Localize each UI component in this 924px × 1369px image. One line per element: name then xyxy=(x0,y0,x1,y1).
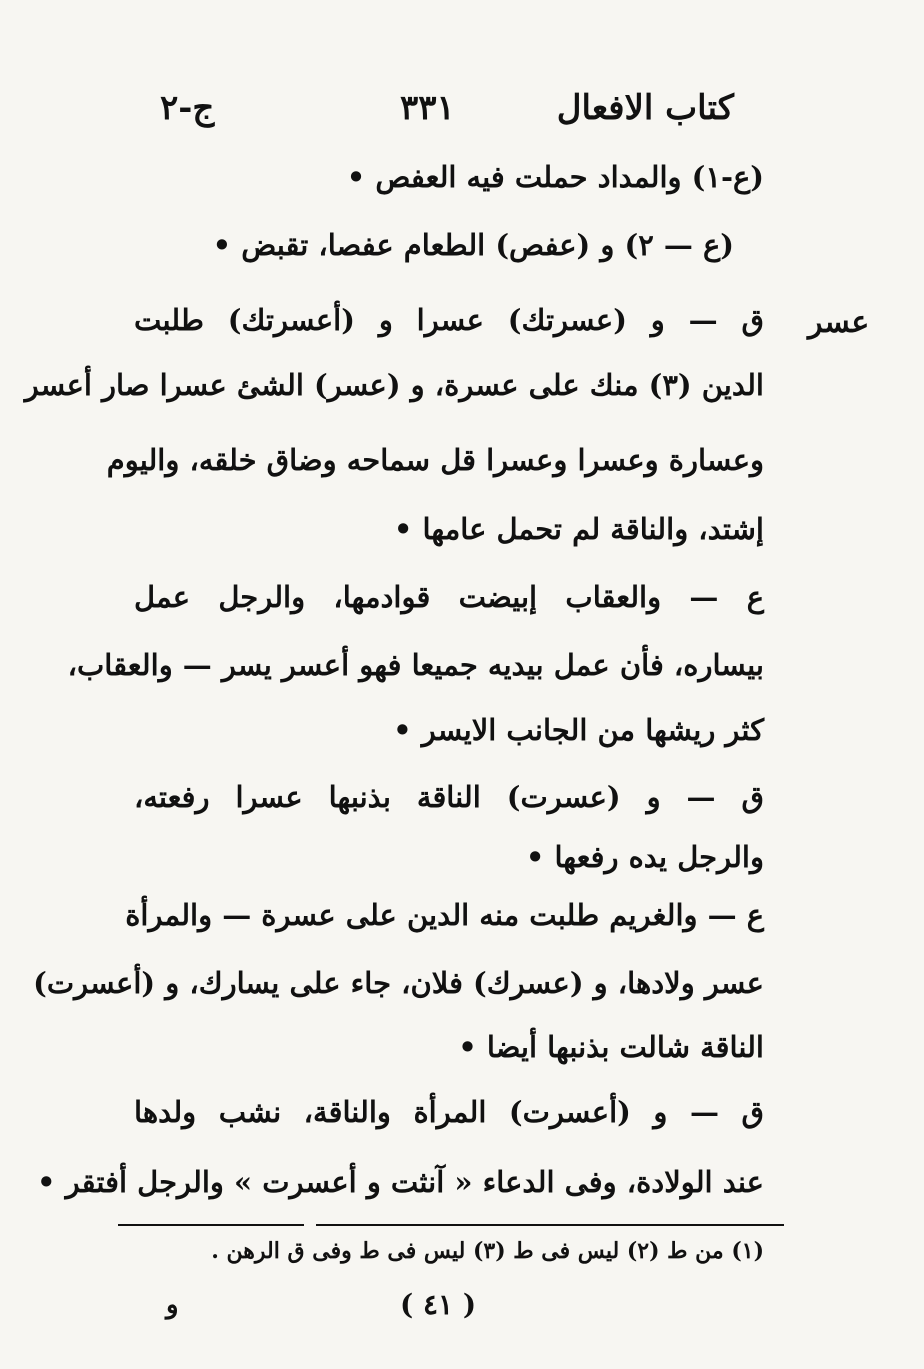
text-line: الناقة شالت بذنبها أيضا • xyxy=(458,1030,764,1064)
book-title: كتاب الافعال xyxy=(556,88,734,128)
text-line: بيساره، فأن عمل بيديه جميعا فهو أعسر يسر — والعقاب، xyxy=(67,648,764,682)
text-line: والرجل يده رفعها • xyxy=(525,840,764,874)
page-number: ٣٣١ xyxy=(400,88,455,128)
volume-number: ج-٢ xyxy=(160,88,215,128)
text-line: كثر ريشها من الجانب الايسر • xyxy=(393,713,764,747)
text-line: إشتد، والناقة لم تحمل عامها • xyxy=(393,512,764,546)
footnote: (١) من ط (٢) ليس فى ط (٣) ليس فى ط وفى ق الرهن . xyxy=(211,1238,764,1264)
text-line: ع — والغريم طلبت منه الدين على عسرة — والمرأة xyxy=(125,898,764,932)
text-line: ع — والعقاب إبيضت قوادمها، والرجل عمل xyxy=(134,580,764,614)
text-line: ق — و (عسرتك) عسرا و (أعسرتك) طلبت xyxy=(134,303,764,337)
text-line: عند الولادة، وفى الدعاء « آنثت و أعسرت » والرجل أفتقر • xyxy=(37,1165,764,1199)
text-line: ق — و (أعسرت) المرأة والناقة، نشب ولدها xyxy=(134,1095,764,1129)
footnote-rule-left xyxy=(118,1224,304,1226)
signature-mark: ( ٤١ ) xyxy=(400,1288,477,1321)
catchword: و xyxy=(166,1290,179,1320)
text-line: الدين (٣) منك على عسرة، و (عسر) الشئ عسرا صار أعسر xyxy=(24,368,764,402)
text-line: ق — و (عسرت) الناقة بذنبها عسرا رفعته، xyxy=(134,780,764,814)
text-line: وعسارة وعسرا وعسرا قل سماحه وضاق خلقه، واليوم xyxy=(106,443,764,477)
text-line: (ع-١) والمداد حملت فيه العفص • xyxy=(346,160,764,194)
margin-headword: عسر xyxy=(808,305,870,340)
text-line: (ع — ٢) و (عفص) الطعام عفصا، تقبض • xyxy=(212,228,734,262)
text-line: عسر ولادها، و (عسرك) فلان، جاء على يسارك، و (أعسرت) xyxy=(33,966,764,1000)
footnote-rule-right xyxy=(316,1224,784,1226)
